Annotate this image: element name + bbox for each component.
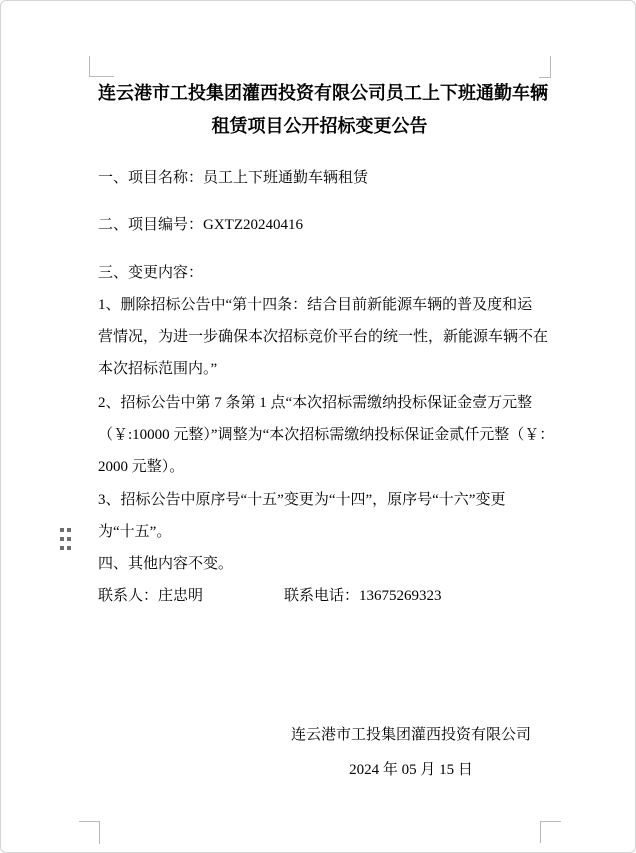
contact-phone: 联系电话：13675269323 <box>284 588 442 604</box>
other-unchanged-line: 四、其他内容不变。 <box>98 556 234 572</box>
contact-person: 联系人：庄忠明 <box>98 588 204 604</box>
change-item-3-line-1: 3、招标公告中原序号“十五”变更为“十四”，原序号“十六”变更 <box>98 492 506 508</box>
change-item-2-line-2: （￥:10000 元整）”调整为“本次招标需缴纳投标保证金贰仟元整（￥： <box>98 427 555 443</box>
handle-dot <box>60 537 64 541</box>
change-item-1-line-3: 本次招标范围内。” <box>98 361 218 377</box>
crop-mark-top-right-icon <box>539 56 551 78</box>
crop-mark-top-left-icon <box>89 56 114 77</box>
change-item-2-line-1: 2、招标公告中第 7 条第 1 点“本次招标需缴纳投标保证金壹万元整 <box>98 395 533 411</box>
change-item-3-line-2: 为“十五”。 <box>98 524 172 540</box>
contact-row <box>98 580 544 612</box>
change-item-2-line-3: 2000 元整）。 <box>98 459 185 475</box>
change-item-1-line-1: 1、删除招标公告中“第十四条：结合目前新能源车辆的普及度和运 <box>98 297 533 313</box>
document-title <box>98 77 548 143</box>
crop-mark-bottom-right-icon <box>540 821 561 843</box>
project-number-line: 二、项目编号：GXTZ20240416 <box>98 217 303 233</box>
change-item-2 <box>98 387 555 483</box>
signature-company: 连云港市工投集团灌西投资有限公司 <box>291 727 532 743</box>
handle-dot <box>67 537 71 541</box>
change-item-1-line-2: 营情况，为进一步确保本次招标竞价平台的统一性，新能源车辆不在 <box>98 329 549 345</box>
drag-handle-icon[interactable] <box>60 528 71 550</box>
change-item-3 <box>98 484 544 548</box>
handle-dot <box>60 546 64 550</box>
project-name-line: 一、项目名称：员工上下班通勤车辆租赁 <box>98 170 369 186</box>
signature-date: 2024 年 05 月 15 日 <box>349 762 473 778</box>
crop-mark-bottom-left-icon <box>79 821 100 844</box>
handle-dot <box>67 546 71 550</box>
handle-dot <box>60 528 64 532</box>
title-line-2: 租赁项目公开招标变更公告 <box>211 116 428 136</box>
change-item-1 <box>98 289 549 385</box>
title-line-1: 连云港市工投集团灌西投资有限公司员工上下班通勤车辆 <box>98 83 548 103</box>
handle-dot <box>67 528 71 532</box>
changes-heading-line: 三、变更内容： <box>98 265 204 281</box>
